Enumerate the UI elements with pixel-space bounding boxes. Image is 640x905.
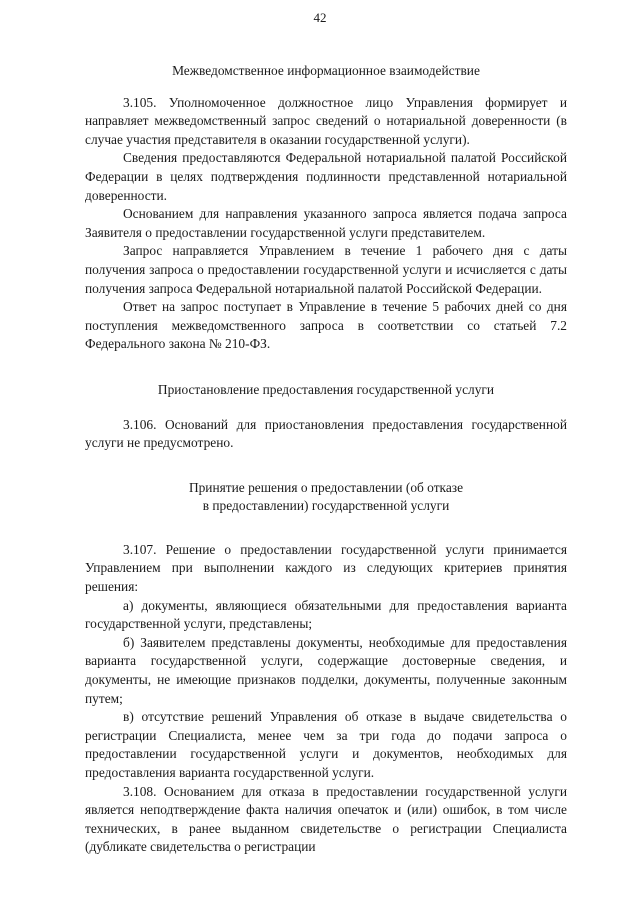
list-item-b: б) Заявителем представлены документы, необходимые для предоставления варианта государственной услуги, содержащие достоверные сведения, и документы, не имеющие признаков подделки, документы, полученные законным путем; xyxy=(85,634,567,706)
paragraph-3-107: 3.107. Решение о предоставлении государственной услуги принимается Управлением при выполнении каждого из следующих критериев принятия решения: xyxy=(85,541,567,595)
section-heading-interagency: Межведомственное информационное взаимодействие xyxy=(172,63,480,78)
section-heading-decision xyxy=(85,479,567,516)
paragraph-3-105: 3.105. Уполномоченное должностное лицо Управления формирует и направляет межведомственный запрос сведений о нотариальной доверенности (в случае участия представителя в оказании государственной услуги). xyxy=(85,94,567,147)
section-heading-line: в предоставлении) государственной услуги xyxy=(202,498,450,514)
paragraph: Запрос направляется Управлением в течение 1 рабочего дня с даты получения запроса о предоставлении государственной услуги и исчисляется с даты получения запроса Федеральной нотариальной палатой Российской Федерации. xyxy=(85,243,567,296)
paragraph: Основанием для направления указанного запроса является подача запроса Заявителя о предоставлении государственной услуги представителем. xyxy=(85,206,567,240)
paragraph: Сведения предоставляются Федеральной нотариальной палатой Российской Федерации в целях подтверждения подлинности представленной нотариальной доверенности. xyxy=(85,150,567,203)
section-heading-line: Принятие решения о предоставлении (об отказе xyxy=(188,479,464,495)
paragraph-3-106: 3.106. Оснований для приостановления предоставления государственной услуги не предусмотрено. xyxy=(85,416,567,451)
paragraph-3-108: 3.108. Основанием для отказа в предоставлении государственной услуги является неподтверждение факта наличия опечаток и (или) ошибок, в том числе технических, в ранее выданном свидетельстве о регистрации Специалиста (дубликате свидетельства о регистрации xyxy=(85,783,567,855)
list-item-v: в) отсутствие решений Управления об отказе в выдаче свидетельства о регистрации Специалиста, менее чем за три года до подачи запроса о предоставлении государственной услуги и документов, необходимых для предоставления варианта государственной услуги. xyxy=(85,709,567,780)
section-heading-suspension: Приостановление предоставления государственной услуги xyxy=(157,381,495,397)
list-item-a: а) документы, являющиеся обязательными для предоставления варианта государственной услуги, представлены; xyxy=(85,597,567,632)
page-content xyxy=(85,52,567,857)
paragraph: Ответ на запрос поступает в Управление в течение 5 рабочих дней со дня поступления межведомственного запроса в соответствии со статьей 7.2 Федерального закона № 210-ФЗ. xyxy=(85,299,567,352)
page-number: 42 xyxy=(313,10,327,25)
